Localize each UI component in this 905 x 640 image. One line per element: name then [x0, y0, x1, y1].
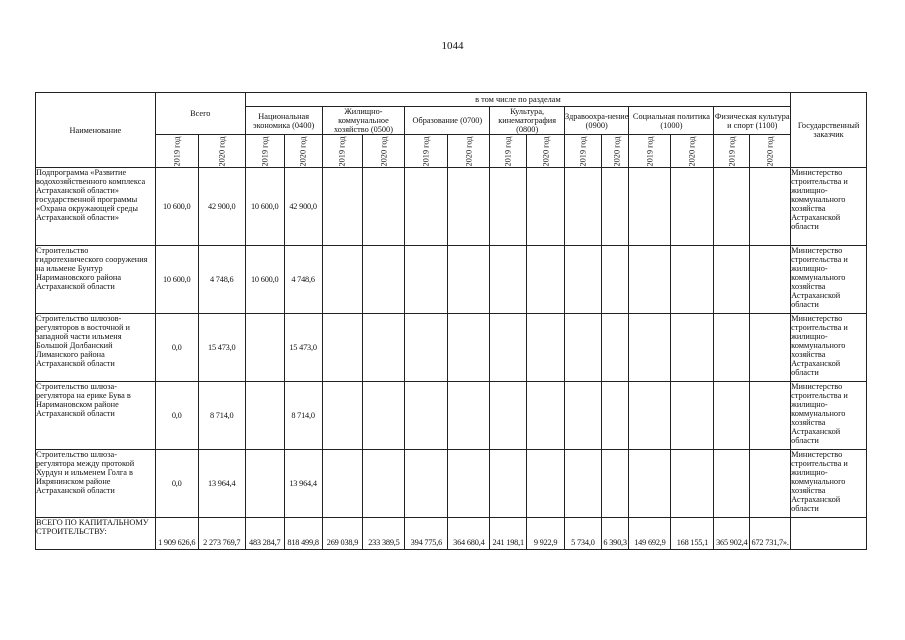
value-cell: [490, 382, 527, 450]
value-cell: 4 748,6: [198, 246, 245, 314]
value-cell: [671, 246, 714, 314]
value-cell: [527, 450, 565, 518]
value-cell: 241 198,1: [490, 518, 527, 550]
value-cell: [565, 450, 602, 518]
header-year-cell: [322, 135, 363, 168]
value-cell: [448, 314, 490, 382]
value-cell: [490, 246, 527, 314]
row-name: Подпрограмма «Развитие водохозяйственного комплекса Астраханской области» государственной программы «Охрана окружающей среды Астраханской области»: [36, 168, 156, 246]
value-cell: [527, 382, 565, 450]
header-total: Всего: [155, 93, 245, 135]
row-name: Строительство шлюзов-регуляторов в восточной и западной части ильменя Большой Долбанский Лиманского района Астраханской области: [36, 314, 156, 382]
value-cell: 1 909 626,6: [155, 518, 198, 550]
header-year-cell: [750, 135, 791, 168]
table-row: [36, 168, 867, 246]
value-cell: [322, 168, 363, 246]
value-cell: [363, 168, 405, 246]
value-cell: 42 900,0: [284, 168, 322, 246]
value-cell: [405, 168, 448, 246]
header-year-label: 2020 год: [379, 136, 389, 166]
value-cell: [601, 168, 629, 246]
header-year-label: 2020 год: [687, 136, 697, 166]
value-cell: [322, 382, 363, 450]
value-cell: [714, 168, 750, 246]
header-section-1100: Физическая культура и спорт (1100): [714, 107, 791, 135]
header-year-label: 2020 год: [765, 136, 775, 166]
value-cell: [363, 382, 405, 450]
value-cell: 4 748,6: [284, 246, 322, 314]
table-row: [36, 450, 867, 518]
page-number: 1044: [441, 40, 464, 52]
row-customer: Министерство строительства и жилищно-коммунального хозяйства Астраханской области: [791, 246, 867, 314]
value-cell: [750, 168, 791, 246]
value-cell: [629, 314, 671, 382]
value-cell: 168 155,1: [671, 518, 714, 550]
value-cell: [245, 450, 284, 518]
value-cell: [363, 450, 405, 518]
value-cell: 10 600,0: [155, 246, 198, 314]
value-cell: 0,0: [155, 314, 198, 382]
header-year-label: 2019 год: [421, 136, 431, 166]
value-cell: [629, 246, 671, 314]
header-year-label: 2019 год: [337, 136, 347, 166]
value-cell: [363, 246, 405, 314]
header-year-label: 2020 год: [464, 136, 474, 166]
header-year-cell: [155, 135, 198, 168]
value-cell: [714, 314, 750, 382]
row-customer: Министерство строительства и жилищно-коммунального хозяйства Астраханской области: [791, 314, 867, 382]
value-cell: 672 731,7».: [750, 518, 791, 550]
value-cell: [405, 314, 448, 382]
header-year-label: 2019 год: [645, 136, 655, 166]
header-year-label: 2020 год: [541, 136, 551, 166]
value-cell: 269 038,9: [322, 518, 363, 550]
value-cell: 13 964,4: [198, 450, 245, 518]
header-year-label: 2020 год: [217, 136, 227, 166]
header-year-cell: [601, 135, 629, 168]
value-cell: [601, 382, 629, 450]
value-cell: [527, 246, 565, 314]
value-cell: [527, 168, 565, 246]
value-cell: [629, 450, 671, 518]
value-cell: 2 273 769,7: [198, 518, 245, 550]
header-year-cell: [527, 135, 565, 168]
header-year-label: 2019 год: [172, 136, 182, 166]
value-cell: [490, 314, 527, 382]
value-cell: [601, 314, 629, 382]
value-cell: [671, 168, 714, 246]
value-cell: 8 714,0: [198, 382, 245, 450]
total-label: ВСЕГО ПО КАПИТАЛЬНОМУ СТРОИТЕЛЬСТВУ:: [36, 518, 156, 550]
header-by-sections: в том числе по разделам: [245, 93, 790, 107]
value-cell: [448, 168, 490, 246]
value-cell: 42 900,0: [198, 168, 245, 246]
value-cell: 5 734,0: [565, 518, 602, 550]
value-cell: [714, 246, 750, 314]
header-section-0800: Культура, кинематография (0800): [490, 107, 565, 135]
value-cell: 10 600,0: [245, 246, 284, 314]
value-cell: [527, 314, 565, 382]
header-year-cell: [565, 135, 602, 168]
value-cell: [750, 314, 791, 382]
value-cell: 233 389,5: [363, 518, 405, 550]
row-name: Строительство гидротехнического сооружения на ильмене Бунтур Наримановского района Астраханской области: [36, 246, 156, 314]
value-cell: [245, 382, 284, 450]
value-cell: 10 600,0: [155, 168, 198, 246]
header-year-cell: [284, 135, 322, 168]
value-cell: [448, 450, 490, 518]
header-year-cell: [629, 135, 671, 168]
value-cell: [448, 246, 490, 314]
value-cell: [671, 450, 714, 518]
table-row: [36, 246, 867, 314]
value-cell: [363, 314, 405, 382]
value-cell: [629, 382, 671, 450]
capital-construction-table: [35, 92, 867, 550]
header-year-cell: [405, 135, 448, 168]
value-cell: 15 473,0: [284, 314, 322, 382]
value-cell: 10 600,0: [245, 168, 284, 246]
value-cell: 6 390,3: [601, 518, 629, 550]
value-cell: [490, 450, 527, 518]
header-year-cell: [448, 135, 490, 168]
row-customer: Министерство строительства и жилищно-коммунального хозяйства Астраханской области: [791, 450, 867, 518]
header-year-label: 2019 год: [503, 136, 513, 166]
value-cell: [490, 168, 527, 246]
table-row: [36, 382, 867, 450]
value-cell: [601, 246, 629, 314]
value-cell: 364 680,4: [448, 518, 490, 550]
value-cell: [322, 314, 363, 382]
header-year-label: 2019 год: [260, 136, 270, 166]
value-cell: [750, 450, 791, 518]
value-cell: [405, 246, 448, 314]
header-customer: Государственный заказчик: [791, 93, 867, 168]
value-cell: [322, 450, 363, 518]
value-cell: 483 284,7: [245, 518, 284, 550]
value-cell: [601, 450, 629, 518]
value-cell: 15 473,0: [198, 314, 245, 382]
row-customer: Министерство строительства и жилищно-коммунального хозяйства Астраханской области: [791, 382, 867, 450]
value-cell: [405, 382, 448, 450]
value-cell: 0,0: [155, 450, 198, 518]
value-cell: 0,0: [155, 382, 198, 450]
value-cell: 8 714,0: [284, 382, 322, 450]
row-customer: Министерство строительства и жилищно-коммунального хозяйства Астраханской области: [791, 168, 867, 246]
header-section-1000: Социальная политика (1000): [629, 107, 714, 135]
value-cell: [750, 382, 791, 450]
value-cell: [448, 382, 490, 450]
value-cell: [322, 246, 363, 314]
row-customer: [791, 518, 867, 550]
header-year-cell: [671, 135, 714, 168]
value-cell: [671, 314, 714, 382]
header-year-cell: [363, 135, 405, 168]
value-cell: 9 922,9: [527, 518, 565, 550]
header-name: Наименование: [36, 93, 156, 168]
value-cell: 13 964,4: [284, 450, 322, 518]
value-cell: [565, 382, 602, 450]
value-cell: [629, 168, 671, 246]
value-cell: [671, 382, 714, 450]
total-row: [36, 518, 867, 550]
header-section-0500: Жилищно-коммунальное хозяйство (0500): [322, 107, 405, 135]
value-cell: [565, 246, 602, 314]
value-cell: 818 499,8: [284, 518, 322, 550]
header-year-cell: [198, 135, 245, 168]
header-year-label: 2020 год: [298, 136, 308, 166]
value-cell: [245, 314, 284, 382]
value-cell: 394 775,6: [405, 518, 448, 550]
header-year-label: 2019 год: [727, 136, 737, 166]
value-cell: [405, 450, 448, 518]
value-cell: [565, 314, 602, 382]
value-cell: [714, 382, 750, 450]
value-cell: [565, 168, 602, 246]
header-section-0900: Здравоохра-нение (0900): [565, 107, 629, 135]
header-year-label: 2020 год: [612, 136, 622, 166]
value-cell: 149 692,9: [629, 518, 671, 550]
header-year-cell: [245, 135, 284, 168]
value-cell: 365 902,4: [714, 518, 750, 550]
header-section-0700: Образование (0700): [405, 107, 490, 135]
header-year-cell: [490, 135, 527, 168]
value-cell: [714, 450, 750, 518]
header-section-0400: Национальная экономика (0400): [245, 107, 322, 135]
value-cell: [750, 246, 791, 314]
table-row: [36, 314, 867, 382]
row-name: Строительство шлюза-регулятора на ерике Бува в Наримановском районе Астраханской области: [36, 382, 156, 450]
header-year-cell: [714, 135, 750, 168]
header-year-label: 2019 год: [578, 136, 588, 166]
row-name: Строительство шлюза-регулятора между протокой Хурдун и ильменем Голга в Икрянинском районе Астраханской области: [36, 450, 156, 518]
